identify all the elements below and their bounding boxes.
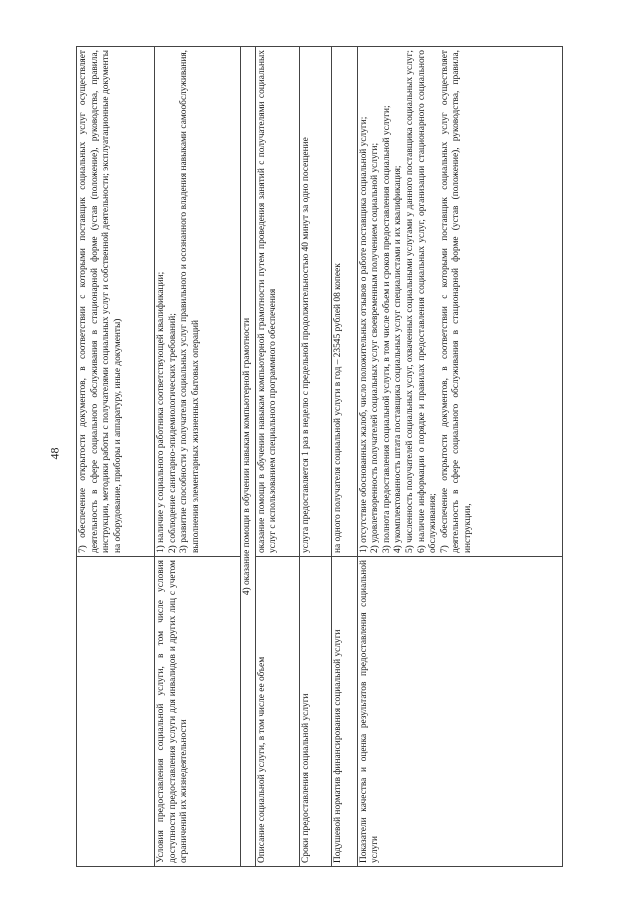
list-item: 7) обеспечение открытости документов, в соответствии с которыми поставщик социальных услуг осуществляет деятельность в сфере социального обслуживания в стационарной форме (устав (положение), руководства, правила, инструкции, (439, 50, 473, 553)
table-row-timing (299, 47, 331, 867)
table-row-funding (331, 47, 357, 867)
table-row-section-header (241, 47, 256, 867)
list-item: 2) соблюдение санитарно-эпидемиологических требований; (167, 313, 178, 553)
conditions-value (155, 47, 241, 557)
list-item: 1) отсутствие обоснованных жалоб, число положительных отзывов о работе поставщика социальной услуги; (358, 116, 369, 553)
table-row-description (255, 47, 299, 867)
description-label: Описание социальной услуги, в том числе ее объем (255, 557, 299, 867)
list-item: 4) укомплектованность штата поставщика социальных услуг специалистами и их квалификация; (393, 165, 404, 553)
list-item: 5) численность получателей социальных услуг, охваченных социальными услугами у данного поставщика социальных услуг; (404, 49, 415, 553)
table-row-conditions (155, 47, 241, 867)
table-row-continued (77, 47, 155, 867)
timing-label: Сроки предоставления социальной услуги (299, 557, 331, 867)
page-number: 48 (47, 447, 62, 460)
conditions-label: Условия предоставления социальной услуги, в том числе условия доступности предоставления услуги для инвалидов и других лиц с учетом ограничений их жизнедеятельности (155, 557, 241, 867)
continued-right-cell (77, 47, 155, 557)
funding-label: Подушевой норматив финансирования социальной услуги (331, 557, 357, 867)
list-item: 7) обеспечение открытости документов, в соответствии с которыми поставщик социальных услуг осуществляет деятельность в сфере социального обслуживания в стационарной форме (устав (положение), руководства, правила, инструкции, методики работы с получателями социальных услуг и собственной деятельности; эксплуатационные документы на оборудование, приборы и аппаратуру, иные документы) (78, 50, 123, 553)
document-table-container (76, 47, 563, 867)
funding-value: на одного получателя социальной услуги в год – 23545 рублей 08 копеек (331, 47, 357, 557)
timing-value: услуга предоставляется 1 раз в неделю с предельной продолжительностью 40 минут за одно посещение (299, 47, 331, 557)
list-item: 3) развитие способности у получателя социальных услуг правильного и осознанного владения навыками самообслуживания, выполнения элементарных жизненных бытовых операций (179, 50, 201, 553)
description-value: оказание помощи в обучении навыкам компьютерной грамотности путем проведения занятий с получателями социальных услуг с использованием специального программного обеспечения (255, 47, 299, 557)
quality-label: Показатели качества и оценка результатов предоставления социальной услуги (357, 557, 562, 867)
quality-value (357, 47, 562, 557)
continued-left-cell (77, 557, 155, 867)
list-item: 2) удовлетворенность получателей социальных услуг своевременным получением социальной услуги; (370, 142, 381, 553)
table-row-quality (357, 47, 562, 867)
list-item: 3) полнота предоставления социальной услуги, в том числе объем и сроков предоставления социальной услуги; (381, 105, 392, 553)
list-item: 1) наличие у социального работника соответствующей квалификации; (156, 271, 166, 553)
social-service-table (76, 46, 563, 867)
section-header: 4) оказание помощи в обучении навыкам компьютерной грамотности (241, 47, 256, 867)
list-item: 6) наличие информации о порядке и правилах предоставления социальных услуг, организации стационарного социального обслуживания; (416, 50, 439, 553)
